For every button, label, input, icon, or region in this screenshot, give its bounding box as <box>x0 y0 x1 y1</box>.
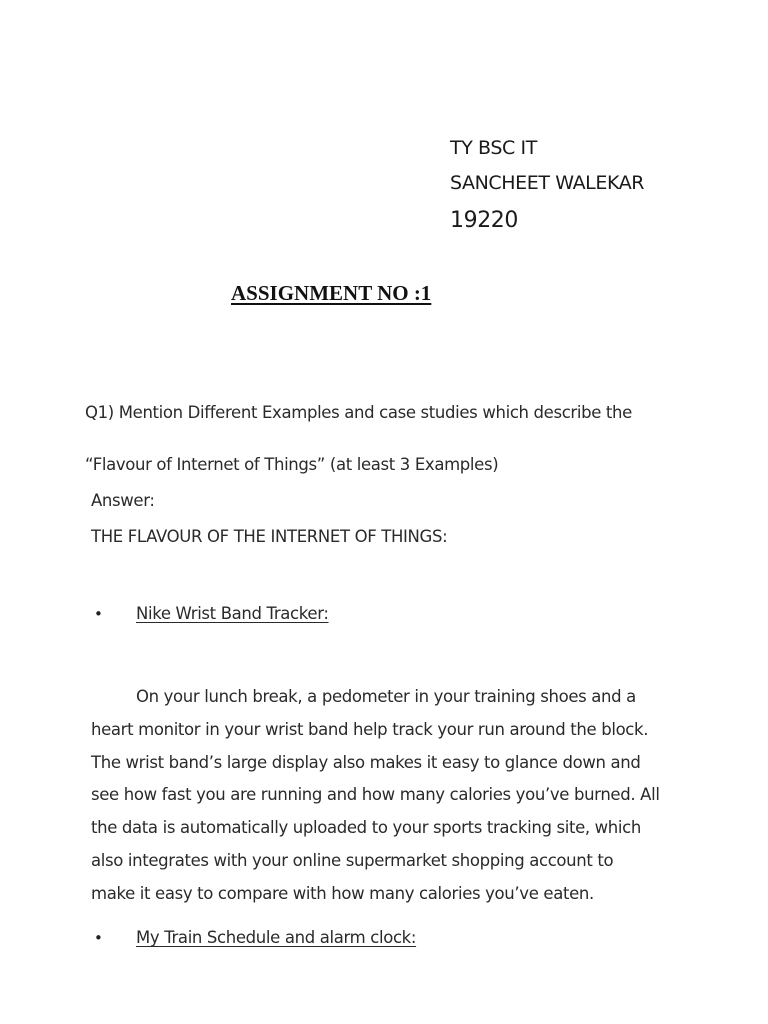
paragraph-line: see how fast you are running and how many calories you’ve burned. All <box>91 785 660 805</box>
answer-heading: THE FLAVOUR OF THE INTERNET OF THINGS: <box>91 527 448 546</box>
paragraph-line: the data is automatically uploaded to your sports tracking site, which <box>91 818 641 838</box>
paragraph-line: heart monitor in your wrist band help track your run around the block. <box>91 719 649 739</box>
paragraph-line: On your lunch break, a pedometer in your training shoes and a <box>136 687 636 706</box>
example-title: Nike Wrist Band Tracker: <box>136 604 329 623</box>
student-info <box>450 136 730 236</box>
example-description <box>91 681 681 911</box>
roll-number: 19220 <box>450 208 518 233</box>
paragraph-line: The wrist band’s large display also makes it easy to glance down and <box>91 752 641 772</box>
class-label: TY BSC IT <box>450 137 537 159</box>
paragraph-line: also integrates with your online supermarket shopping account to <box>91 850 614 870</box>
answer-label: Answer: <box>91 491 155 510</box>
question-line-1: Q1) Mention Different Examples and case studies which describe the <box>85 403 632 422</box>
student-name: SANCHEET WALEKAR <box>450 172 645 194</box>
bullet-icon: • <box>94 605 103 623</box>
question-line-2: “Flavour of Internet of Things” (at least 3 Examples) <box>85 455 499 474</box>
assignment-title: ASSIGNMENT NO :1 <box>231 281 432 305</box>
bullet-icon: • <box>94 929 103 947</box>
paragraph-line: make it easy to compare with how many calories you’ve eaten. <box>91 883 594 903</box>
question <box>85 387 632 491</box>
answer-block <box>91 483 447 555</box>
example-title: My Train Schedule and alarm clock: <box>136 928 417 947</box>
